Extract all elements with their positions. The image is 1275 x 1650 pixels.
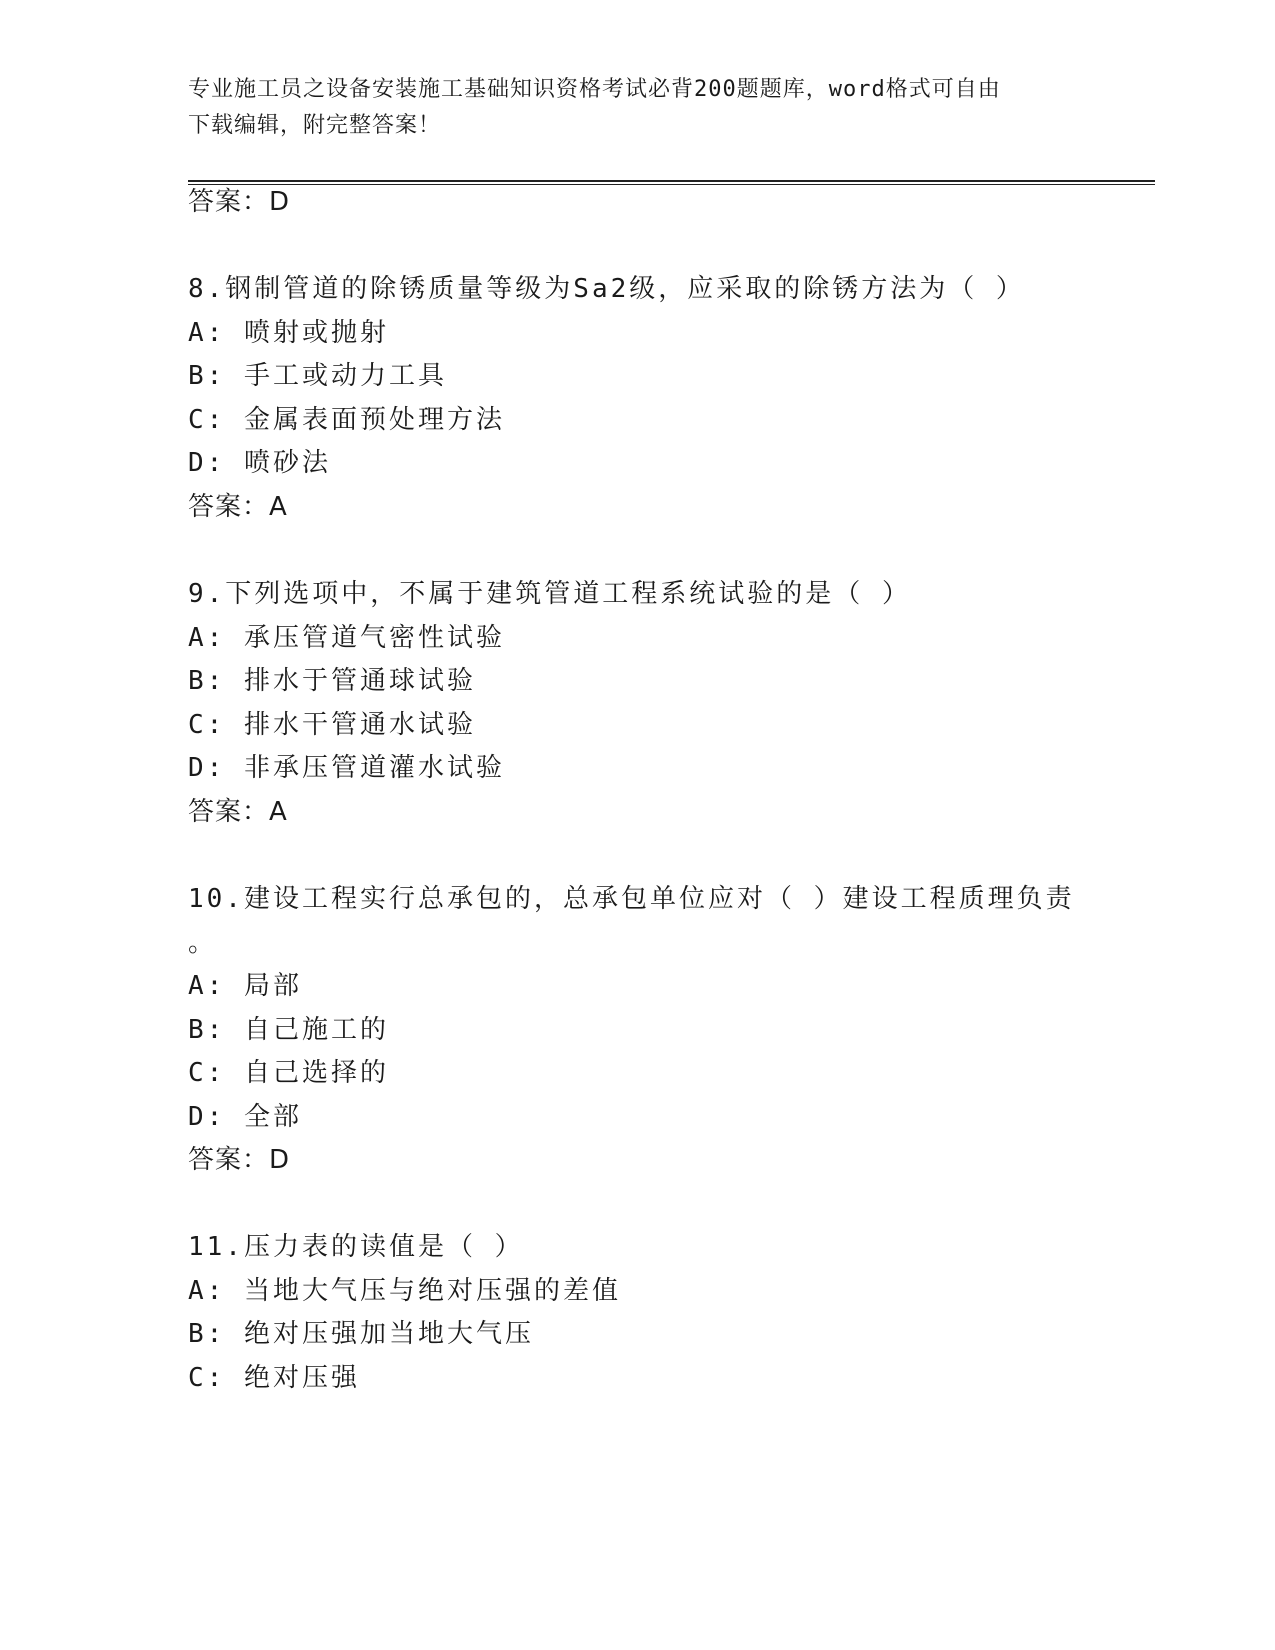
answer-line: 答案：A bbox=[188, 797, 288, 827]
option-a: A: 当地大气压与绝对压强的差值 bbox=[188, 1276, 621, 1306]
header-line-2: 下载编辑，附完整答案！ bbox=[188, 113, 442, 138]
document-header bbox=[188, 72, 1078, 144]
question-stem: 8.钢制管道的除锈质量等级为Sa2级，应采取的除锈方法为（ ） bbox=[188, 274, 1025, 304]
question-stem: 11.压力表的读值是（ ） bbox=[188, 1232, 524, 1262]
option-b: B: 自己施工的 bbox=[188, 1015, 389, 1045]
option-a: A: 承压管道气密性试验 bbox=[188, 623, 505, 653]
option-a: A: 喷射或抛射 bbox=[188, 318, 389, 348]
option-b: B: 绝对压强加当地大气压 bbox=[188, 1319, 534, 1349]
option-b: B: 排水于管通球试验 bbox=[188, 666, 476, 696]
option-c: C: 绝对压强 bbox=[188, 1363, 360, 1393]
option-b: B: 手工或动力工具 bbox=[188, 361, 447, 391]
option-a: A: 局部 bbox=[188, 971, 302, 1001]
header-divider bbox=[188, 180, 1155, 185]
answer-line: 答案：A bbox=[188, 492, 288, 522]
option-d: D: 喷砂法 bbox=[188, 448, 331, 478]
question-stem: 9.下列选项中，不属于建筑管道工程系统试验的是（ ） bbox=[188, 579, 911, 609]
option-c: C: 自己选择的 bbox=[188, 1058, 389, 1088]
header-line-1: 专业施工员之设备安装施工基础知识资格考试必背200题题库，word格式可自由 bbox=[188, 77, 1001, 102]
answer-line: 答案：D bbox=[188, 187, 291, 217]
answer-line: 答案：D bbox=[188, 1145, 291, 1175]
option-d: D: 非承压管道灌水试验 bbox=[188, 753, 505, 783]
option-c: C: 金属表面预处理方法 bbox=[188, 405, 505, 435]
option-d: D: 全部 bbox=[188, 1102, 302, 1132]
option-c: C: 排水干管通水试验 bbox=[188, 710, 476, 740]
question-stem-continuation: 。 bbox=[188, 928, 218, 958]
question-stem: 10.建设工程实行总承包的，总承包单位应对（ ）建设工程质理负责 bbox=[188, 884, 1075, 914]
